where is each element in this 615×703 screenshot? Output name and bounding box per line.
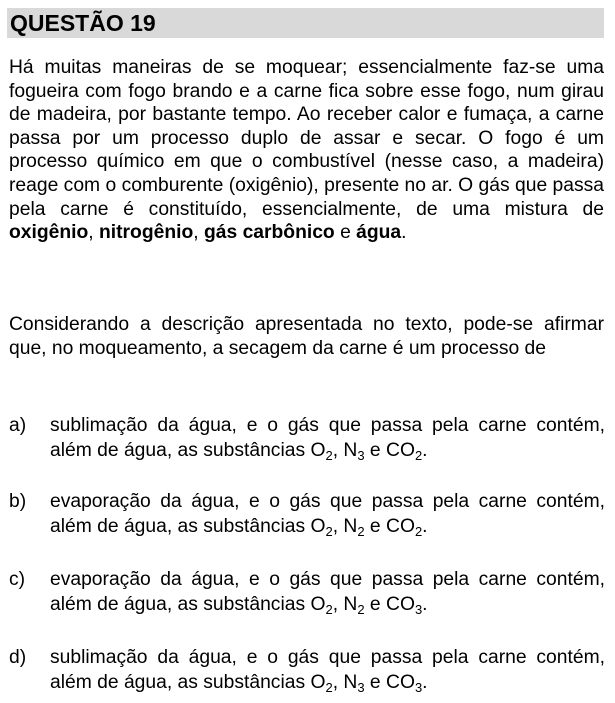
option-mid: , N [332, 515, 358, 537]
option-letter: b) [9, 491, 27, 512]
option-lead: evaporação da água, e o gás que passa pela carne contém, além de água, as substâncias O [50, 569, 605, 615]
option-end: . [422, 439, 428, 461]
subscript: 2 [325, 523, 333, 539]
question-prompt: Considerando a descrição apresentada no texto, pode-se afirmar que, no moqueamento, a secagem da carne é um processo de [9, 314, 604, 359]
subscript: 3 [414, 601, 423, 617]
option-mid: e CO [364, 593, 415, 615]
option-b[interactable] [9, 490, 605, 539]
subscript: 3 [357, 679, 365, 695]
option-text [50, 414, 605, 463]
option-mid: , N [332, 439, 358, 461]
option-lead: evaporação da água, e o gás que passa pela carne contém, além de água, as substâncias O [50, 491, 605, 537]
option-end: . [422, 671, 428, 693]
sentence-end: . [401, 222, 407, 244]
option-mid: , N [332, 593, 358, 615]
subscript: 2 [357, 523, 365, 539]
subscript: 2 [325, 447, 333, 463]
option-d[interactable] [9, 646, 605, 695]
subscript: 3 [357, 447, 365, 463]
term-agua: água [356, 222, 402, 244]
option-text [50, 490, 605, 539]
question-header [7, 8, 604, 38]
option-text [50, 646, 605, 695]
subscript: 2 [414, 523, 423, 539]
option-letter: a) [9, 415, 27, 436]
option-end: . [422, 593, 428, 615]
option-mid: , N [332, 671, 358, 693]
question-text [9, 56, 604, 245]
option-mid: e CO [364, 439, 415, 461]
option-lead: sublimação da água, e o gás que passa pela carne contém, além de água, as substâncias O [50, 647, 605, 693]
subscript: 3 [414, 679, 423, 695]
question-text-body: Há muitas maneiras de se moquear; essencialmente faz-se uma fogueira com fogo brando e a carne fica sobre esse fogo, num girau de madeira, por bastante tempo. Ao receber calor e fumaça, a carne passa por um processo duplo de assar e secar. O fogo é um processo químico em que o combustível (nesse caso, a madeira) reage com o comburente (oxigênio), presente no ar. O gás que passa pela carne é constituído, essencialmente, de uma mistura de [9, 57, 604, 220]
term-nitrogenio: nitrogênio [99, 222, 194, 244]
option-end: . [422, 515, 428, 537]
option-lead: sublimação da água, e o gás que passa pela carne contém, além de água, as substâncias O [50, 415, 605, 461]
option-mid: e CO [364, 671, 415, 693]
term-gas-carbonico: gás carbônico [203, 222, 335, 244]
option-letter: c) [9, 569, 26, 590]
question-title: QUESTÃO 19 [10, 10, 156, 36]
subscript: 2 [325, 679, 333, 695]
option-c[interactable] [9, 568, 605, 617]
option-letter: d) [9, 647, 27, 668]
separator: , [193, 222, 204, 244]
subscript: 2 [325, 601, 333, 617]
subscript: 2 [357, 601, 365, 617]
separator: e [334, 222, 357, 244]
option-text [50, 568, 605, 617]
separator: , [88, 222, 99, 244]
term-oxigenio: oxigênio [9, 222, 89, 244]
option-mid: e CO [364, 515, 415, 537]
subscript: 2 [414, 447, 423, 463]
option-a[interactable] [9, 414, 605, 463]
